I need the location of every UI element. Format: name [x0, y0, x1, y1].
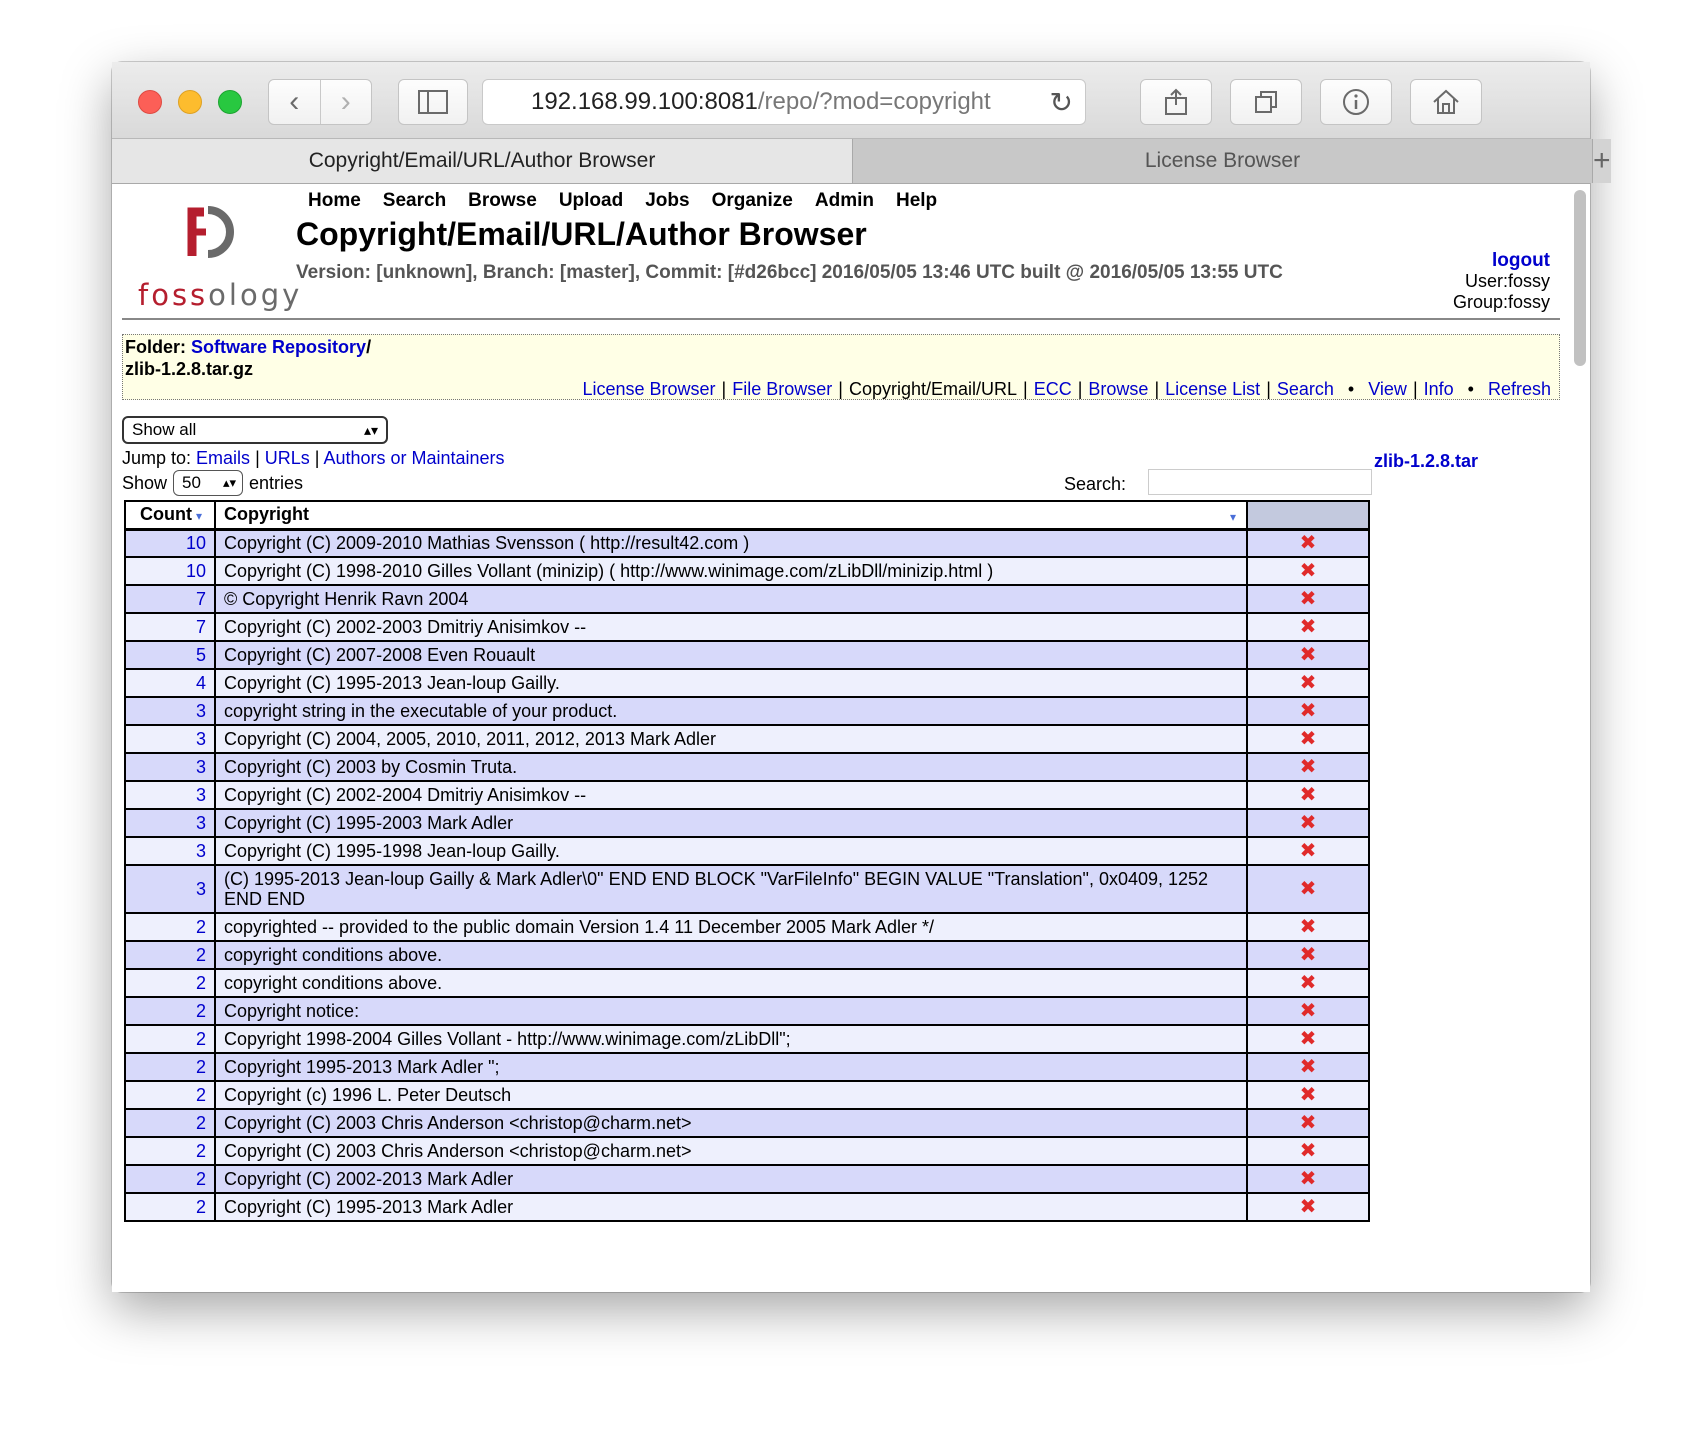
copyright-text: Copyright (C) 2003 by Cosmin Truta.	[215, 753, 1247, 781]
copyright-text: Copyright (C) 1995-2013 Mark Adler	[215, 1193, 1247, 1221]
table-row	[125, 837, 1369, 865]
folder-file: zlib-1.2.8.tar.gz	[125, 359, 254, 379]
address-host: 192.168.99.100:8081	[531, 88, 758, 115]
menu-upload[interactable]: Upload	[558, 190, 624, 211]
count-link[interactable]: 3	[125, 865, 215, 913]
link-ecc[interactable]: ECC	[1033, 379, 1072, 399]
jump-emails-link[interactable]: Emails	[196, 448, 251, 468]
count-link[interactable]: 10	[125, 529, 215, 557]
main-menu	[308, 190, 937, 212]
link-file-browser[interactable]: File Browser	[732, 379, 833, 399]
browser-toolbar	[112, 62, 1590, 139]
delete-icon[interactable]: ✖	[1247, 837, 1369, 865]
delete-icon[interactable]: ✖	[1247, 865, 1369, 913]
copyright-text: Copyright (C) 1995-2003 Mark Adler	[215, 809, 1247, 837]
entries-suffix: entries	[249, 472, 304, 493]
select-arrows-icon: ▴▾	[222, 475, 237, 490]
entries-select-value: 50	[182, 473, 201, 492]
table-row	[125, 969, 1369, 997]
entries-select[interactable]	[173, 470, 243, 496]
count-link[interactable]: 3	[125, 753, 215, 781]
jump-authors-link[interactable]: Authors or Maintainers	[323, 448, 505, 468]
logo-text-ology: ology	[208, 278, 303, 312]
delete-icon[interactable]: ✖	[1247, 641, 1369, 669]
sort-desc-icon: ▾	[195, 509, 203, 524]
table-row	[125, 1109, 1369, 1137]
back-icon[interactable]: ‹	[289, 85, 300, 118]
table-body	[125, 529, 1369, 1221]
folder-label: Folder	[125, 337, 181, 357]
delete-icon[interactable]: ✖	[1247, 697, 1369, 725]
fossology-logo[interactable]	[124, 204, 303, 312]
copyright-text: Copyright (C) 2004, 2005, 2010, 2011, 2012, 2013 Mark Adler	[215, 725, 1247, 753]
logo-text	[138, 278, 302, 312]
file-tree-link[interactable]: zlib-1.2.8.tar	[1374, 451, 1479, 471]
folder-bar	[122, 334, 1560, 400]
count-link[interactable]: 2	[125, 969, 215, 997]
copyright-text: Copyright (C) 2002-2013 Mark Adler	[215, 1165, 1247, 1193]
page-title: Copyright/Email/URL/Author Browser	[296, 216, 867, 252]
link-refresh[interactable]: Refresh	[1487, 379, 1551, 399]
table-row	[125, 913, 1369, 941]
table-row	[125, 753, 1369, 781]
count-link[interactable]: 10	[125, 557, 215, 585]
link-license-list[interactable]: License List	[1165, 379, 1261, 399]
count-link[interactable]: 2	[125, 1193, 215, 1221]
copyright-text: Copyright (c) 1996 L. Peter Deutsch	[215, 1081, 1247, 1109]
table-row	[125, 865, 1369, 913]
delete-icon[interactable]: ✖	[1247, 781, 1369, 809]
copyright-text: Copyright (C) 1998-2010 Gilles Vollant (minizip) ( http://www.winimage.com/zLibDll/minizip.html )	[215, 557, 1247, 585]
table-row	[125, 997, 1369, 1025]
delete-icon[interactable]: ✖	[1247, 1081, 1369, 1109]
menu-browse[interactable]: Browse	[468, 190, 537, 211]
table-row	[125, 1193, 1369, 1221]
delete-icon[interactable]: ✖	[1247, 809, 1369, 837]
delete-icon[interactable]: ✖	[1247, 725, 1369, 753]
copyright-text: Copyright notice:	[215, 997, 1247, 1025]
table-row	[125, 1137, 1369, 1165]
delete-icon[interactable]: ✖	[1247, 669, 1369, 697]
browser-window	[112, 62, 1611, 1292]
logout-link[interactable]: logout	[1491, 250, 1550, 271]
table-row	[125, 941, 1369, 969]
group-name: Group:fossy	[1452, 292, 1550, 312]
count-header-label: Count	[140, 504, 192, 525]
delete-icon[interactable]: ✖	[1247, 753, 1369, 781]
link-info[interactable]: Info	[1423, 379, 1454, 399]
tab-bar	[112, 139, 1611, 184]
count-link[interactable]: 5	[125, 641, 215, 669]
select-arrows-icon: ▴▾	[363, 422, 378, 438]
user-box	[1453, 250, 1550, 313]
home-icon[interactable]	[1410, 79, 1482, 125]
link-copyright-current: Copyright/Email/URL	[848, 379, 1018, 399]
count-header[interactable]	[125, 501, 215, 529]
delete-icon[interactable]: ✖	[1247, 585, 1369, 613]
table-row	[125, 557, 1369, 585]
count-link[interactable]: 2	[125, 1109, 215, 1137]
menu-organize[interactable]: Organize	[711, 190, 793, 211]
tab-copyright-browser[interactable]: Copyright/Email/URL/Author Browser	[112, 139, 852, 183]
copyright-text: Copyright 1998-2004 Gilles Vollant - http://www.winimage.com/zLibDll";	[215, 1025, 1247, 1053]
copyright-text: copyright conditions above.	[215, 941, 1247, 969]
copyright-text: Copyright (C) 2003 Chris Anderson <christop@charm.net>	[215, 1137, 1247, 1165]
zoom-window-button[interactable]	[218, 90, 242, 114]
count-link[interactable]: 2	[125, 1053, 215, 1081]
header-divider	[122, 318, 1560, 320]
copyright-text: Copyright (C) 2007-2008 Even Rouault	[215, 641, 1247, 669]
version-info: Version: [unknown], Branch: [master], Commit: [#d26bcc] 2016/05/05 13:46 UTC built @ 2016/05/05 13:55 UTC	[296, 262, 1283, 283]
page-scrollbar[interactable]	[1574, 190, 1586, 366]
menu-help[interactable]: Help	[895, 190, 938, 211]
delete-icon[interactable]: ✖	[1247, 557, 1369, 585]
table-row	[125, 781, 1369, 809]
tabs-icon[interactable]	[1230, 79, 1302, 125]
copyright-table	[124, 500, 1370, 1222]
entries-control	[122, 470, 303, 496]
table-row	[125, 1053, 1369, 1081]
folder-links: License Browser | File Browser | Copyright/Email/URL | ECC | Browse | License List | Search • View | Info • Refresh	[582, 379, 1551, 399]
action-header	[1247, 501, 1369, 529]
table-row	[125, 1081, 1369, 1109]
share-icon[interactable]	[1140, 79, 1212, 125]
close-window-button[interactable]	[138, 90, 162, 114]
menu-search[interactable]: Search	[382, 190, 447, 211]
copyright-text: Copyright (C) 2009-2010 Mathias Svensson ( http://result42.com )	[215, 529, 1247, 557]
table-row	[125, 697, 1369, 725]
folder-path: Folder: Software Repository/	[125, 337, 372, 357]
search-input[interactable]	[1148, 469, 1372, 495]
copyright-header-label: Copyright	[224, 504, 309, 525]
copyright-text: Copyright (C) 2003 Chris Anderson <christop@charm.net>	[215, 1109, 1247, 1137]
copyright-text: Copyright (C) 2002-2004 Dmitriy Anisimkov --	[215, 781, 1247, 809]
delete-icon[interactable]: ✖	[1247, 941, 1369, 969]
delete-icon[interactable]: ✖	[1247, 913, 1369, 941]
count-link[interactable]: 2	[125, 941, 215, 969]
jump-to: Jump to: Emails | URLs | Authors or Maintainers	[122, 448, 505, 468]
plus-icon[interactable]: +	[1592, 139, 1611, 183]
page-content	[112, 184, 1590, 1292]
link-view[interactable]: View	[1368, 379, 1407, 399]
copyright-text: Copyright (C) 2002-2003 Dmitriy Anisimkov --	[215, 613, 1247, 641]
filter-select[interactable]	[122, 416, 388, 444]
delete-icon[interactable]: ✖	[1247, 613, 1369, 641]
copyright-text: Copyright 1995-2013 Mark Adler ";	[215, 1053, 1247, 1081]
sort-icon: ▾	[1229, 510, 1236, 524]
menu-jobs[interactable]: Jobs	[645, 190, 690, 211]
copyright-text: copyrighted -- provided to the public domain Version 1.4 11 December 2005 Mark Adler */	[215, 913, 1247, 941]
delete-icon[interactable]: ✖	[1247, 1193, 1369, 1221]
count-link[interactable]: 4	[125, 669, 215, 697]
count-link[interactable]: 3	[125, 809, 215, 837]
copyright-text: copyright string in the executable of your product.	[215, 697, 1247, 725]
address-bar[interactable]	[482, 79, 1086, 125]
jump-label: Jump to:	[122, 448, 192, 468]
count-link[interactable]: 7	[125, 613, 215, 641]
copyright-text: copyright conditions above.	[215, 969, 1247, 997]
forward-icon[interactable]: ›	[320, 80, 372, 124]
sidebar-icon[interactable]	[398, 79, 468, 125]
table-row	[125, 669, 1369, 697]
delete-icon[interactable]: ✖	[1247, 1165, 1369, 1193]
delete-icon[interactable]: ✖	[1247, 997, 1369, 1025]
table-row	[125, 585, 1369, 613]
count-link[interactable]: 2	[125, 1137, 215, 1165]
history-nav	[268, 79, 372, 125]
reload-icon[interactable]: ↻	[1049, 87, 1073, 118]
table-row	[125, 1165, 1369, 1193]
address-path: /repo/?mod=copyright	[757, 88, 991, 115]
delete-icon[interactable]: ✖	[1247, 969, 1369, 997]
table-row	[125, 641, 1369, 669]
delete-icon[interactable]: ✖	[1247, 1053, 1369, 1081]
copyright-text: © Copyright Henrik Ravn 2004	[215, 585, 1247, 613]
copyright-text: Copyright (C) 1995-1998 Jean-loup Gailly.	[215, 837, 1247, 865]
table-row	[125, 809, 1369, 837]
filter-select-value: Show all	[132, 420, 197, 439]
minimize-window-button[interactable]	[178, 90, 202, 114]
table-row	[125, 1025, 1369, 1053]
tab-license-browser[interactable]: License Browser	[852, 139, 1592, 183]
entries-show-label: Show	[122, 472, 168, 493]
delete-icon[interactable]: ✖	[1247, 1025, 1369, 1053]
count-link[interactable]: 3	[125, 697, 215, 725]
count-link[interactable]: 2	[125, 1025, 215, 1053]
delete-icon[interactable]: ✖	[1247, 1137, 1369, 1165]
logo-text-foss: foss	[138, 278, 209, 312]
table-row	[125, 613, 1369, 641]
delete-icon[interactable]: ✖	[1247, 1109, 1369, 1137]
user-name: User:fossy	[1464, 271, 1550, 291]
copyright-text: (C) 1995-2013 Jean-loup Gailly & Mark Adler\0" END END BLOCK "VarFileInfo" BEGIN VALUE "Translation", 0x0409, 1252 END END	[215, 865, 1247, 913]
table-row	[125, 529, 1369, 557]
count-link[interactable]: 2	[125, 1081, 215, 1109]
count-link[interactable]: 2	[125, 913, 215, 941]
menu-admin[interactable]: Admin	[814, 190, 874, 211]
copyright-header[interactable]	[215, 501, 1247, 529]
menu-home[interactable]: Home	[308, 190, 361, 211]
copyright-text: Copyright (C) 1995-2013 Jean-loup Gailly.	[215, 669, 1247, 697]
count-link[interactable]: 2	[125, 1165, 215, 1193]
delete-icon[interactable]: ✖	[1247, 529, 1369, 557]
count-link[interactable]: 3	[125, 837, 215, 865]
software-repository-link[interactable]: Software Repository	[191, 337, 367, 357]
table-row	[125, 725, 1369, 753]
count-link[interactable]: 2	[125, 997, 215, 1025]
count-link[interactable]: 7	[125, 585, 215, 613]
table-header	[125, 501, 1369, 529]
count-link[interactable]: 3	[125, 725, 215, 753]
link-license-browser[interactable]: License Browser	[582, 379, 716, 399]
info-icon[interactable]	[1320, 79, 1392, 125]
count-link[interactable]: 3	[125, 781, 215, 809]
link-search[interactable]: Search	[1276, 379, 1334, 399]
link-browse[interactable]: Browse	[1088, 379, 1149, 399]
jump-urls-link[interactable]: URLs	[264, 448, 310, 468]
search-label: Search:	[1064, 474, 1127, 494]
